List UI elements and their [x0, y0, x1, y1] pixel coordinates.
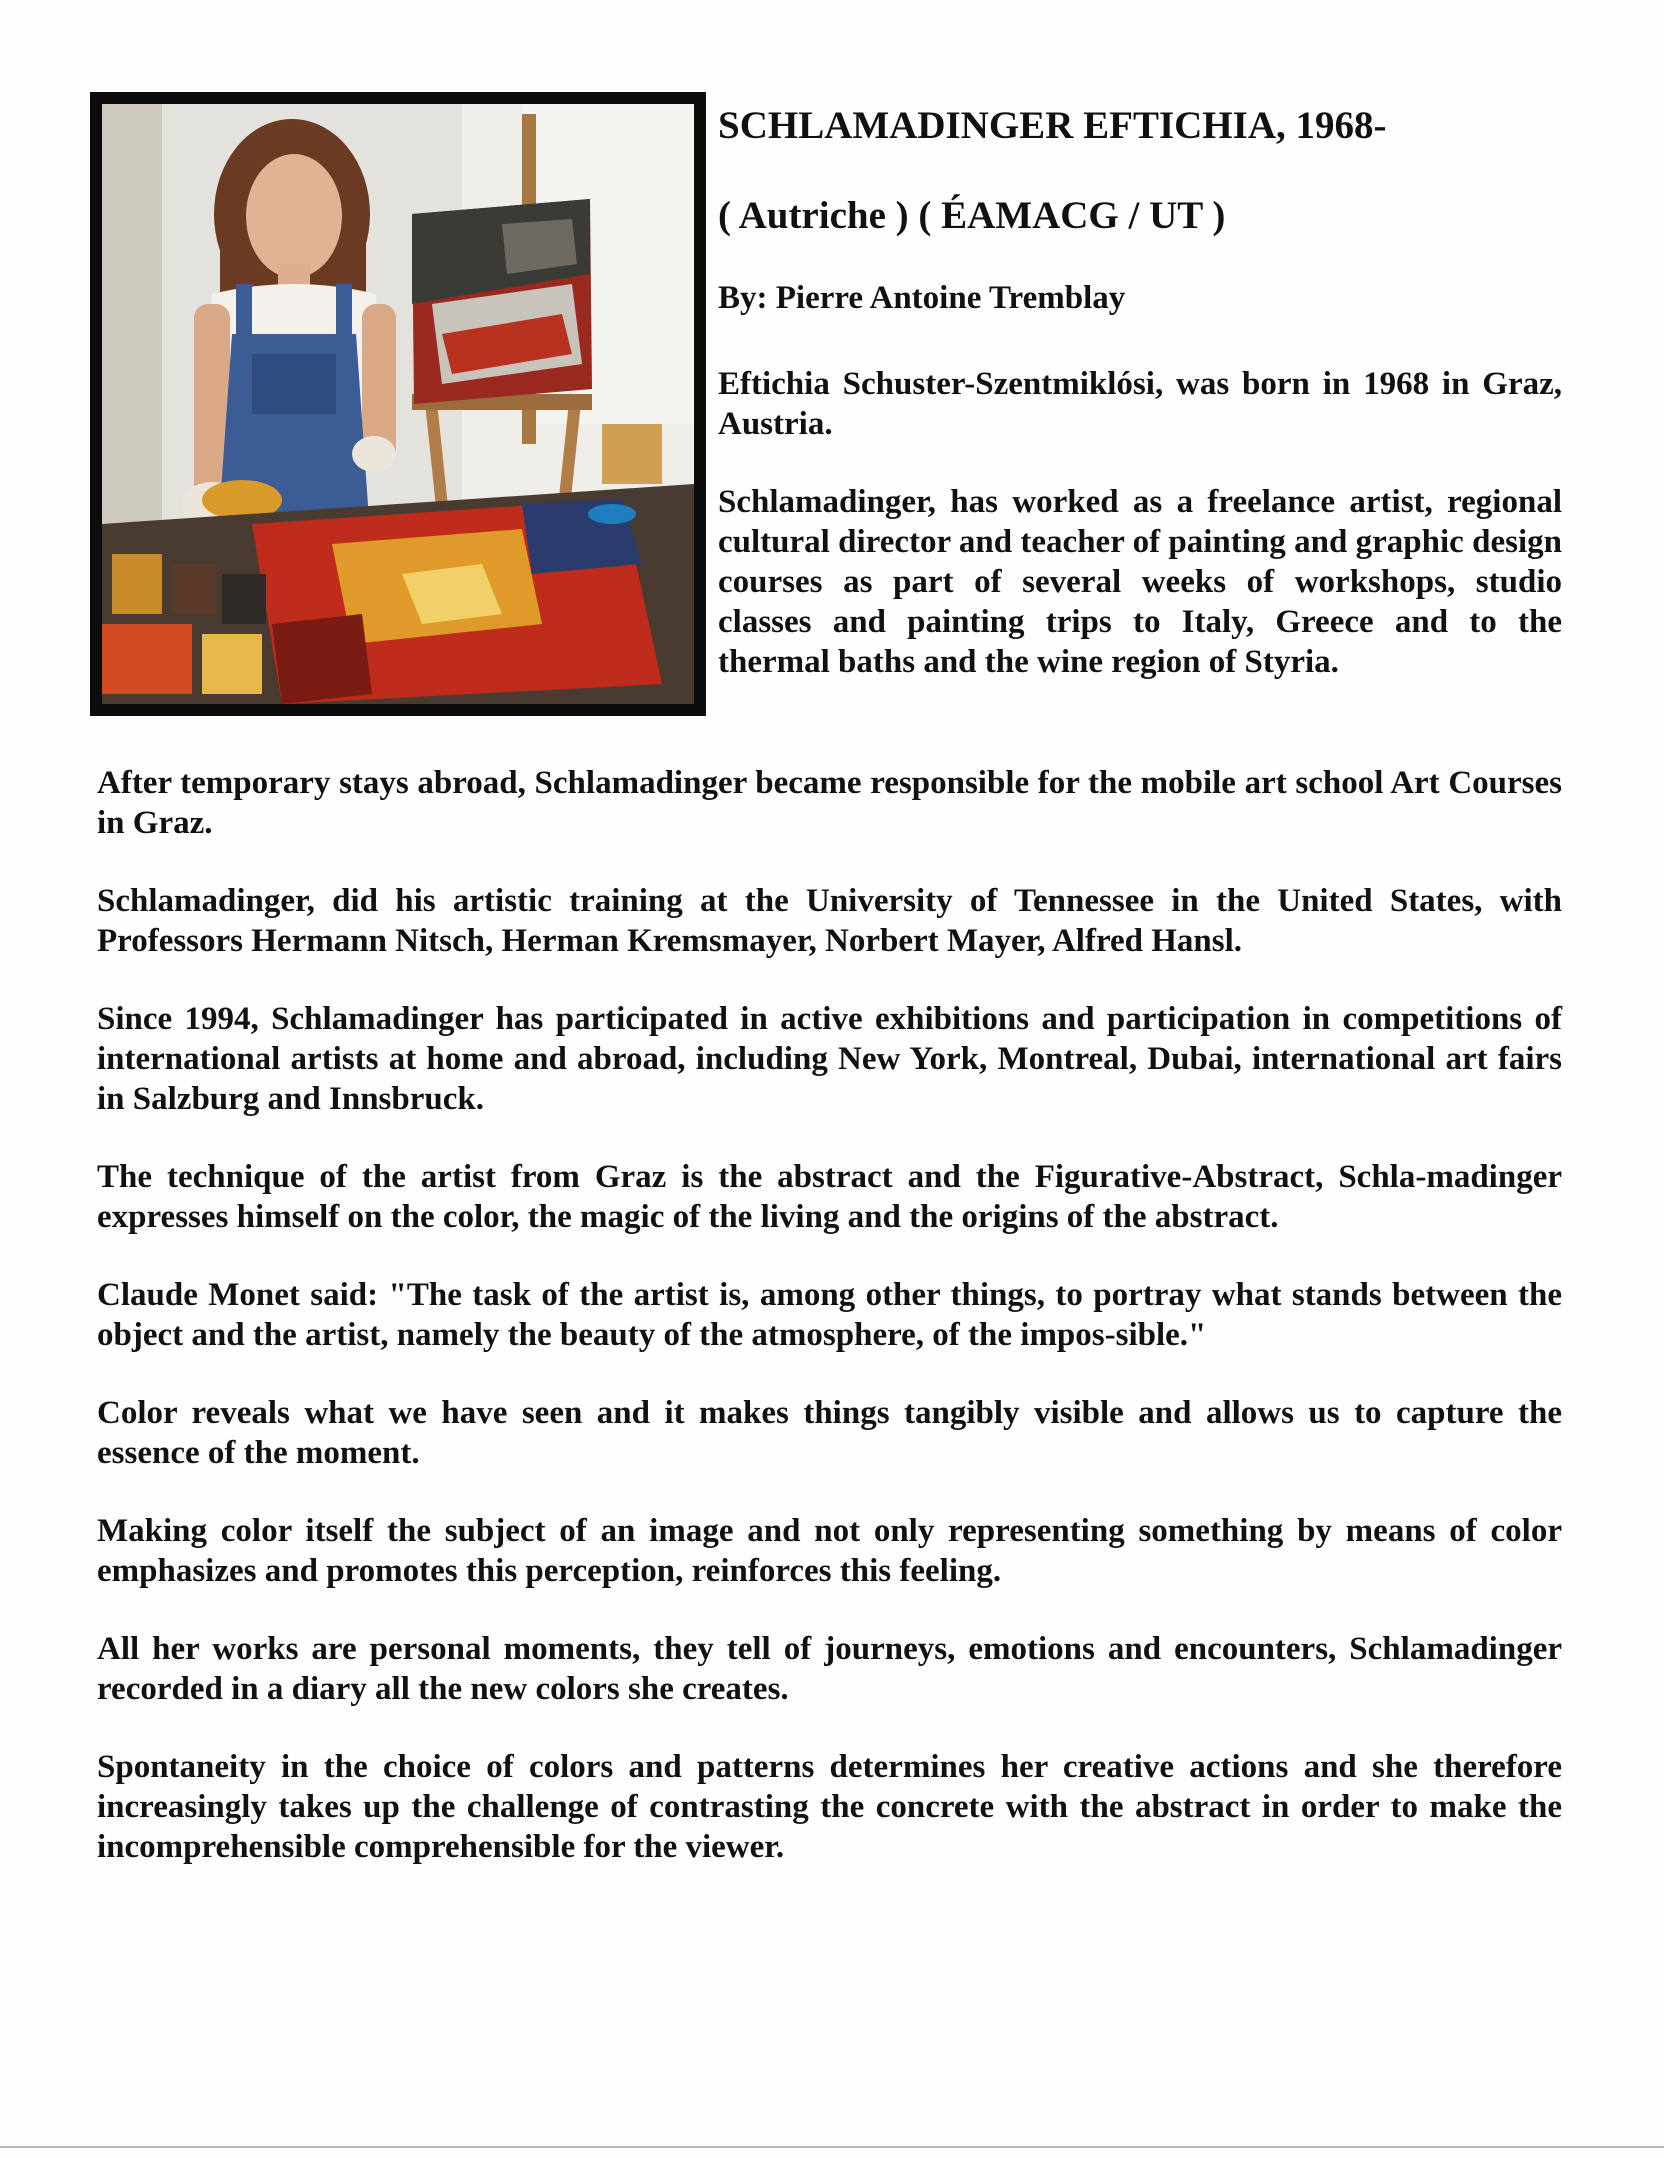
- body-text: [97, 763, 1562, 1905]
- page-subtitle: ( Autriche ) ( ÉAMACG / UT ): [718, 194, 1226, 237]
- paragraph-born: Eftichia Schuster-Szentmiklósi, was born in 1968 in Graz, Austria.: [718, 366, 1562, 442]
- paragraph: Schlamadinger, did his artistic training at the University of Tennessee in the United States, with Professors Hermann Nitsch, Herman Kremsmayer, Norbert Mayer, Alfred Hansl.: [97, 883, 1562, 959]
- bottom-divider: [0, 2146, 1664, 2148]
- paragraph: After temporary stays abroad, Schlamadinger became responsible for the mobile art school Art Courses in Graz.: [97, 765, 1562, 841]
- page-title: SCHLAMADINGER EFTICHIA, 1968-: [718, 104, 1387, 147]
- paragraph-work: Schlamadinger, has worked as a freelance artist, regional cultural director and teacher of painting and graphic design courses as part of several weeks of workshops, studio classes and painting trips to Italy, Greece and to the thermal baths and the wine region of Styria.: [718, 484, 1562, 680]
- paragraph: Color reveals what we have seen and it makes things tangibly visible and allows us to capture the essence of the moment.: [97, 1395, 1562, 1471]
- paragraph: The technique of the artist from Graz is the abstract and the Figurative-Abstract, Schla-madinger expresses himself on the color, the magic of the living and the origins of the abstract.: [97, 1159, 1562, 1235]
- paragraph: All her works are personal moments, they tell of journeys, emotions and encounters, Schlamadinger recorded in a diary all the new colors she creates.: [97, 1631, 1562, 1707]
- artist-photo: [102, 104, 694, 704]
- artist-photo-frame: [90, 92, 706, 716]
- header-section: [90, 92, 1562, 722]
- paragraph: Making color itself the subject of an image and not only representing something by means of color emphasizes and promotes this perception, reinforces this feeling.: [97, 1513, 1562, 1589]
- paragraph: Spontaneity in the choice of colors and patterns determines her creative actions and she therefore increasingly takes up the challenge of contrasting the concrete with the abstract in order to make the incomprehensible comprehensible for the viewer.: [97, 1749, 1562, 1865]
- paragraph: Since 1994, Schlamadinger has participated in active exhibitions and participation in competitions of international artists at home and abroad, including New York, Montreal, Dubai, international art fairs in Salzburg and Innsbruck.: [97, 1001, 1562, 1117]
- author-byline: By: Pierre Antoine Tremblay: [718, 280, 1126, 316]
- paragraph: Claude Monet said: "The task of the artist is, among other things, to portray what stands between the object and the artist, namely the beauty of the atmosphere, of the impos-sible.": [97, 1277, 1562, 1353]
